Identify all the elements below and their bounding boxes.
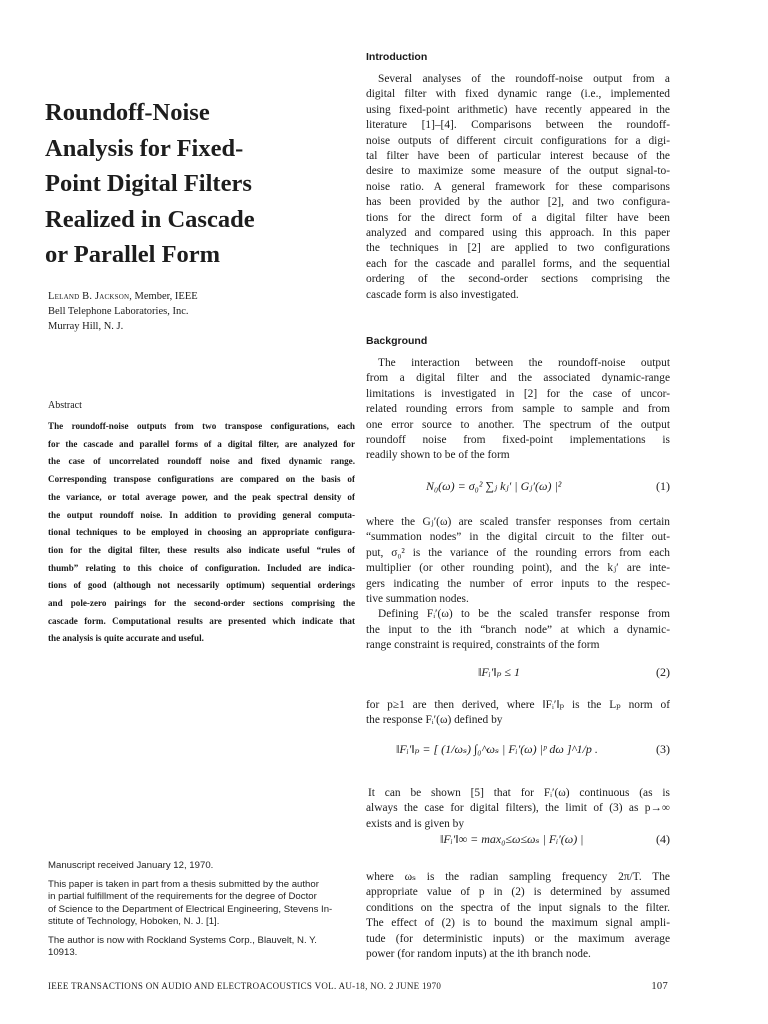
footnote-line: of Science to the Department of Electrical Engineering, Stevens In- [48,903,333,915]
section-heading-introduction: Introduction [366,51,428,63]
abstract-heading: Abstract [48,400,82,411]
abstract-line: tional techniques to be employed in choosing an appropriate configura- [48,527,355,538]
equation-2 [366,665,670,689]
text-line: gers indicating the number of error inputs to the respec- [366,577,670,590]
abstract-body [48,418,355,648]
abstract-line: tion for the digital filter, these results also indicate useful “rules of [48,544,355,555]
background-paragraph-1 [366,356,670,464]
equation-3-body: ‖Fᵢ′‖ₚ = [ (1/ωₛ) ∫₀^ωₛ | Fᵢ′(ω) |ᵖ dω ]^1/p . [396,742,598,756]
equation-3-number: (3) [656,742,670,756]
text-line: using fixed-point arithmetic) have recently appeared in the [366,103,670,116]
footnote-line: Manuscript received January 12, 1970. [48,860,214,871]
title-line: Realized in Cascade [45,205,255,233]
footnote-thesis [48,879,355,928]
equation-4-body: ‖Fᵢ′‖∞ = max₀≤ω≤ωₛ | Fᵢ′(ω) | [440,832,584,846]
text-line: one error source to another. The spectrum of the output [366,418,670,431]
text-line: put, σ₀² is the variance of the rounding errors from each [366,546,670,559]
text-line: where ωₛ is the radian sampling frequency 2π/T. The [366,871,670,883]
footnotes [48,860,355,966]
text-line: analyzed and compared using this approach. In this paper [366,227,670,240]
title-line: Analysis for Fixed- [45,134,244,162]
footnote-received [48,860,355,872]
text-line: appropriate value of p in (2) is determined by assumed [366,886,670,899]
section-heading-background: Background [366,335,428,347]
text-line: noise ratio. A general framework for these comparisons [366,180,670,193]
author-line [48,289,348,304]
text-line: Several analyses of the roundoff-noise output from a [378,73,670,85]
background-paragraph-3 [366,698,670,729]
text-line: readily shown to be of the form [366,449,510,462]
text-line: ordering of the second-order sections comprising the [366,273,670,286]
text-line: tive summation nodes. [366,593,469,606]
abstract-line: Corresponding transpose configurations are compared on the basis of [48,474,355,485]
text-line: literature [1]–[4]. Comparisons between the roundoff- [366,119,670,132]
text-line: has been provided by the author [2], and two configura- [366,196,670,209]
abstract-line: the case of uncorrelated roundoff noise and fixed dynamic range. [48,456,355,467]
footnote-line: stitute of Technology, Hoboken, N. J. [1]. [48,915,220,927]
text-line: for p≥1 are then derived, where ‖Fᵢ′‖ₚ is the Lₚ norm of [366,699,670,711]
equation-1 [366,479,670,503]
title-line: Point Digital Filters [45,170,252,197]
text-line: exists and is given by [366,817,465,830]
equation-1-number: (1) [656,479,670,493]
equation-4 [366,832,670,856]
author-affiliation: Bell Telephone Laboratories, Inc. [48,306,189,317]
text-line: tal filter have been of particular interest because of the [366,150,670,163]
footnote-line: in partial fulfillment of the requirements for the degree of Doctor [48,891,317,903]
text-line: limitations is investigated in [2] for the case of uncor- [366,387,670,400]
equation-2-body: ‖Fᵢ′‖ₚ ≤ 1 [478,665,520,679]
footnote-affiliation [48,935,355,959]
text-line: related rounding errors from sample to sample and from [366,403,670,416]
text-line: from a digital filter and the associated dynamic-range [366,372,670,385]
abstract-line: the output roundoff noise. In addition to providing general computa- [48,509,355,520]
abstract-line: thumb” relating to this choice of configuration. Included are indica- [48,562,355,573]
title-line: Roundoff-Noise [45,99,210,126]
text-line: the response Fᵢ′(ω) defined by [366,714,503,727]
introduction-paragraph [366,72,670,303]
text-line: roundoff noise from fixed-point implementations is [366,434,670,447]
author-location: Murray Hill, N. J. [48,321,124,332]
text-line: always the case for digital filters), the limit of (3) as p→∞ [366,802,670,815]
background-paragraph-5 [366,870,670,962]
abstract-line: and pole-zero pairings for the second-order sections comprising the [48,598,355,609]
text-line: the input to the ith “branch node” at which a dynamic- [366,623,670,636]
abstract-line: The roundoff-noise outputs from two transpose configurations, each [48,421,355,431]
background-paragraph-4 [366,786,670,832]
text-line: digital filter with fixed dynamic range (i.e., implemented [366,88,670,101]
text-line: power (for random inputs) at the ith branch node. [366,948,591,961]
text-line: cascade form is also investigated. [366,288,519,301]
text-line: The interaction between the roundoff-noise output [378,357,670,369]
abstract-line: tions of good (although not necessarily optimum) sequential orderings [48,580,355,591]
author-membership: , Member, IEEE [129,291,198,302]
footnote-line: This paper is taken in part from a thesis submitted by the author [48,879,319,891]
page-number: 107 [651,981,668,992]
abstract-line: cascade form. Computational results are presented which indicate that [48,615,355,626]
text-line: “summation nodes” in the digital circuit to the filter out- [366,531,670,544]
author-block [48,289,348,334]
equation-1-body: N₀(ω) = σ₀² ∑ⱼ kⱼ′ | Gⱼ′(ω) |² [426,479,562,493]
equation-4-number: (4) [656,832,670,846]
equation-3 [366,742,670,766]
author-name: Leland B. Jackson [48,291,130,302]
text-line: the techniques in [2] are applied to two configurations [366,242,670,255]
text-line: noise outputs of different circuit configurations for a digi- [366,134,670,147]
abstract-line: the analysis is quite accurate and useful. [48,633,204,644]
text-line: desire to maximize some measure of the output signal-to- [366,165,670,178]
background-paragraph-2 [366,515,670,654]
abstract-line: for the cascade and parallel forms of a digital filter, are analyzed for [48,438,355,449]
text-line: tions for the direct form of a digital filter have been [366,211,670,224]
title-line: or Parallel Form [45,241,221,268]
text-line: Defining Fᵢ′(ω) to be the scaled transfer response from [378,608,670,621]
footnote-line: 10913. [48,947,78,959]
abstract-line: the variance, or total average power, and the peak spectral density of [48,491,355,502]
text-line: tude (for deterministic inputs) or the maximum average [366,932,670,945]
text-line: range constraint is required, constraints of the form [366,639,600,652]
footnote-line: The author is now with Rockland Systems Corp., Blauvelt, N. Y. [48,935,317,947]
text-line: each for the cascade and parallel forms, and the sequential [366,257,670,270]
paper-title [45,95,335,273]
text-line: where the Gⱼ′(ω) are scaled transfer responses from certain [366,516,670,528]
journal-running-footer: IEEE TRANSACTIONS ON AUDIO AND ELECTROACOUSTICS VOL. AU-18, NO. 2 JUNE 1970 [48,981,442,991]
text-line: multiplier (or other rounding point), and the kⱼ′ are inte- [366,562,670,575]
text-line: It can be shown [5] that for Fᵢ′(ω) continuous (as is [368,787,670,799]
text-line: The effect of (2) is to bound the maximum signal ampli- [366,917,670,930]
equation-2-number: (2) [656,665,670,679]
text-line: conditions on the spectra of the input signals to the filter. [366,901,670,914]
